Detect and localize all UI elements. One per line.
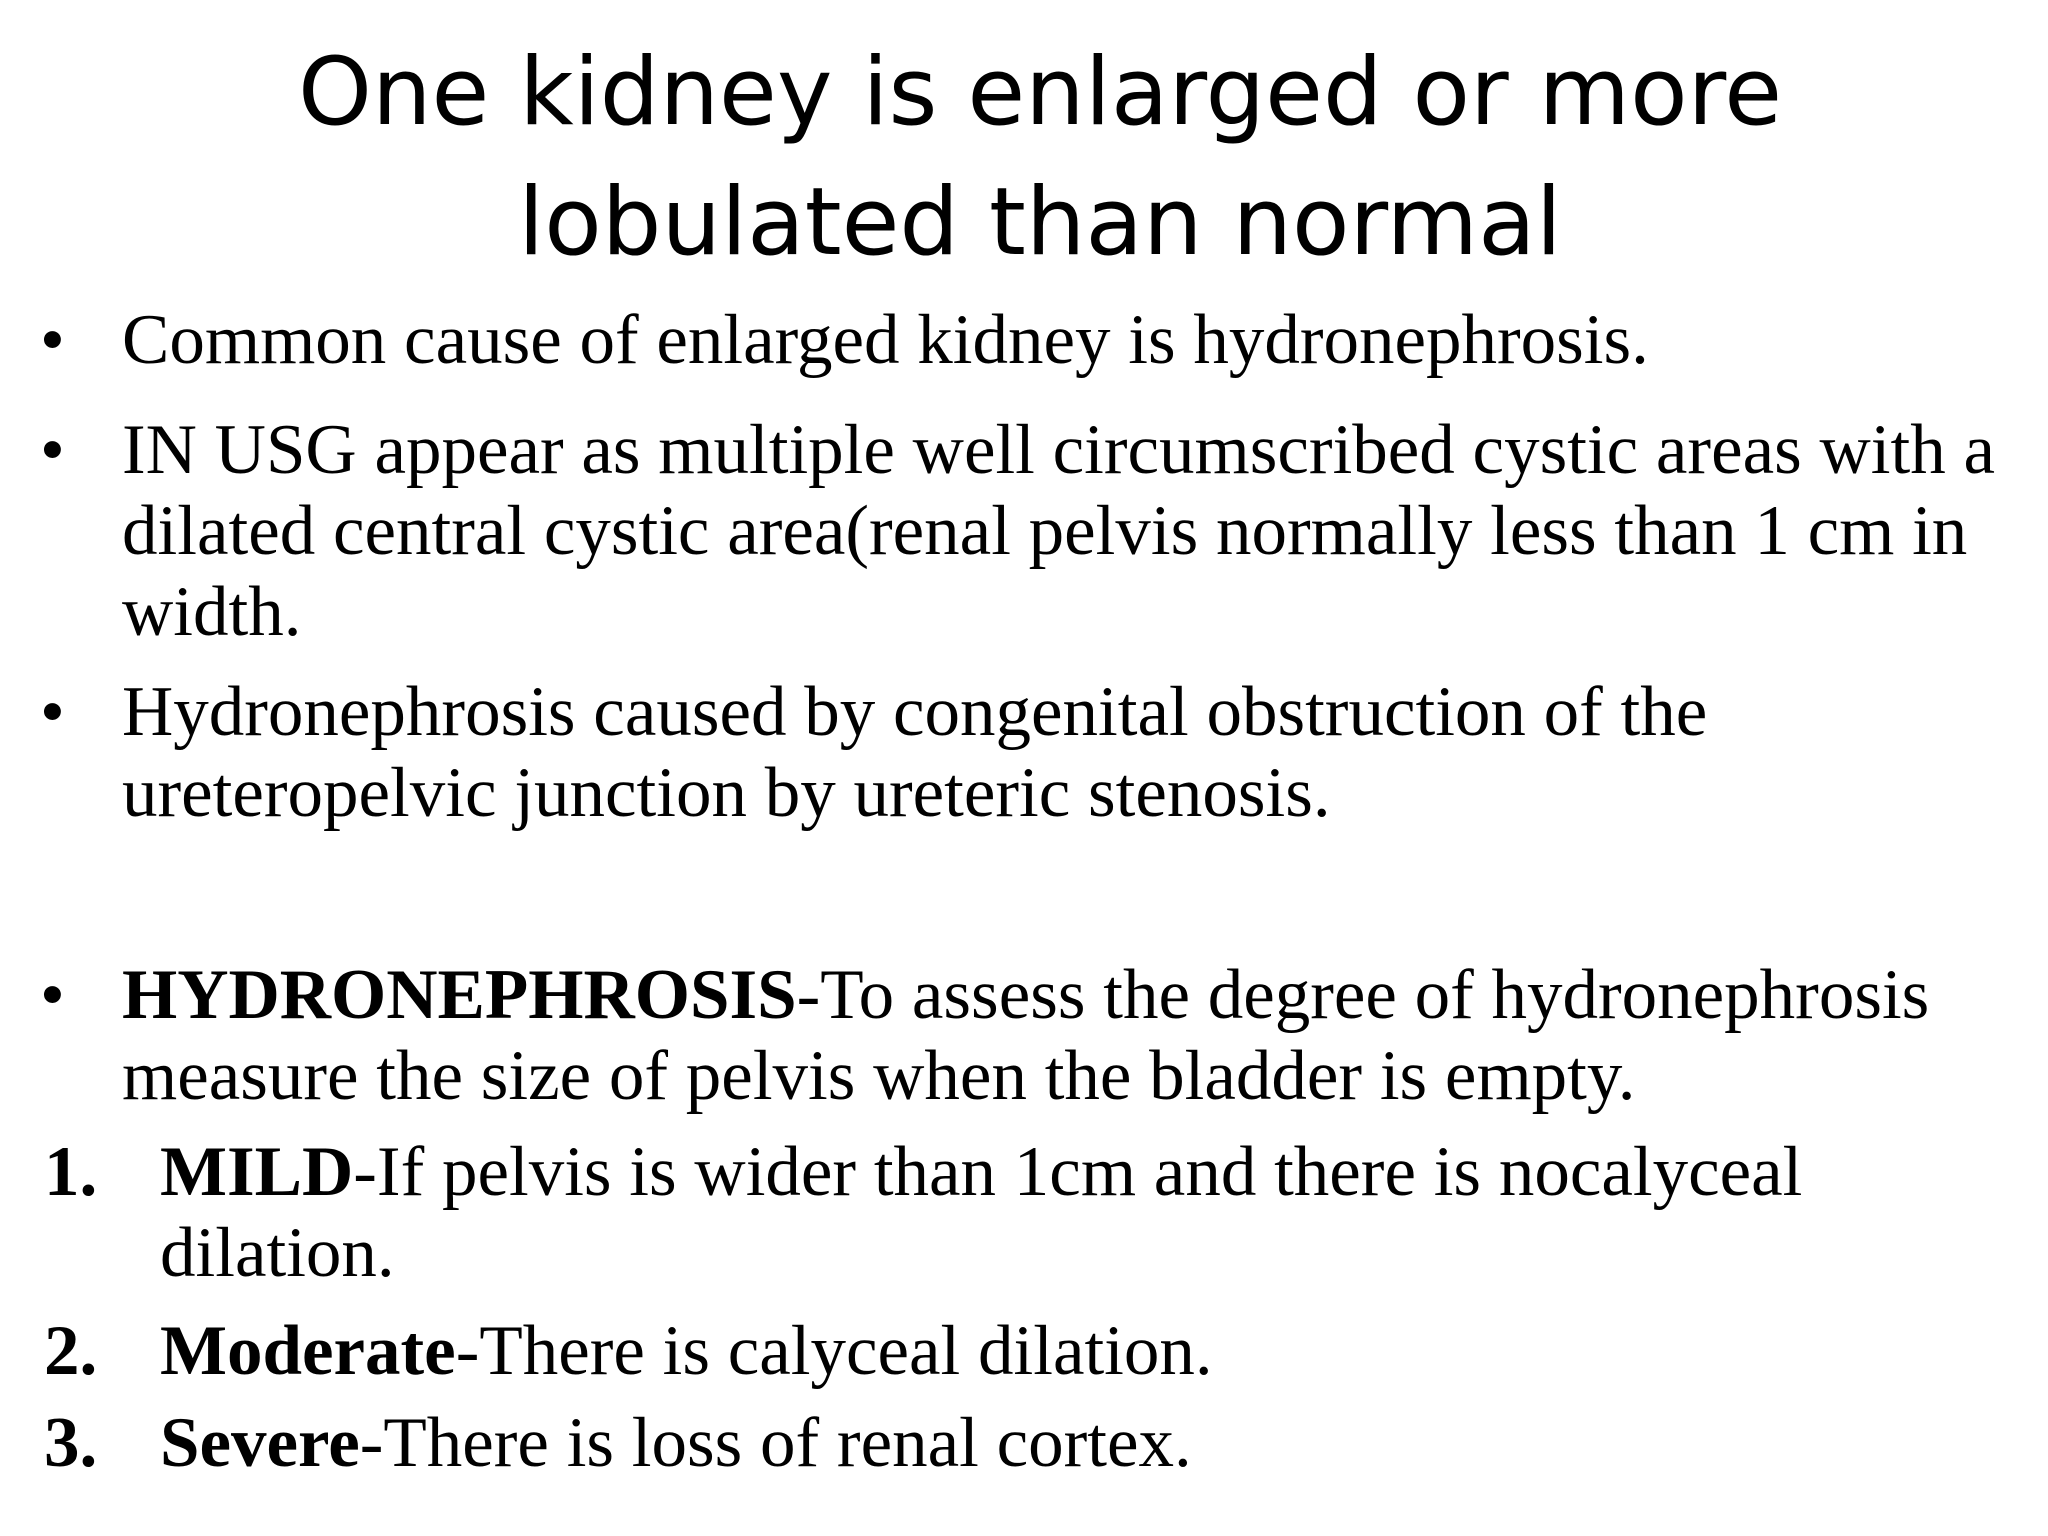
numbered-bold-term: MILD (160, 1133, 354, 1211)
bullet-text (122, 955, 2037, 1117)
numbered-rest: -If pelvis is wider than 1cm and there is nocalyceal dilation. (160, 1133, 1803, 1292)
number-marker: 2. (44, 1312, 98, 1390)
bullet-text: Hydronephrosis caused by congenital obstruction of the ureteropelvic junction by ureteric stenosis. (122, 673, 1708, 832)
numbered-rest: -There is loss of renal cortex. (359, 1404, 1192, 1482)
title-line-1: One kidney is enlarged or more (297, 38, 1783, 147)
number-marker: 1. (44, 1133, 98, 1211)
numbered-bold-term: Moderate (160, 1312, 456, 1390)
bullet-marker: • (40, 301, 65, 379)
bullet-text: IN USG appear as multiple well circumscribed cystic areas with a dilated central cystic area(renal pelvis normally less than 1 cm in width. (122, 411, 1995, 651)
numbered-rest: -There is calyceal dilation. (455, 1312, 1213, 1390)
slide-title (140, 28, 1940, 288)
numbered-text (160, 1403, 2038, 1484)
numbered-text (160, 1132, 2038, 1294)
bullet-marker: • (40, 673, 65, 751)
bullet-text: Common cause of enlarged kidney is hydronephrosis. (122, 301, 1649, 379)
bullet-marker: • (40, 956, 65, 1034)
bullet-marker: • (40, 411, 65, 489)
title-line-2: lobulated than normal (518, 168, 1562, 277)
numbered-text (160, 1311, 2038, 1392)
bullet-bold-term: HYDRONEPHROSIS (122, 956, 797, 1034)
numbered-bold-term: Severe (160, 1404, 360, 1482)
number-marker: 3. (44, 1404, 98, 1482)
bullet-rest: -To assess the degree of hydronephrosis measure the size of pelvis when the bladder is empty. (122, 956, 1930, 1115)
